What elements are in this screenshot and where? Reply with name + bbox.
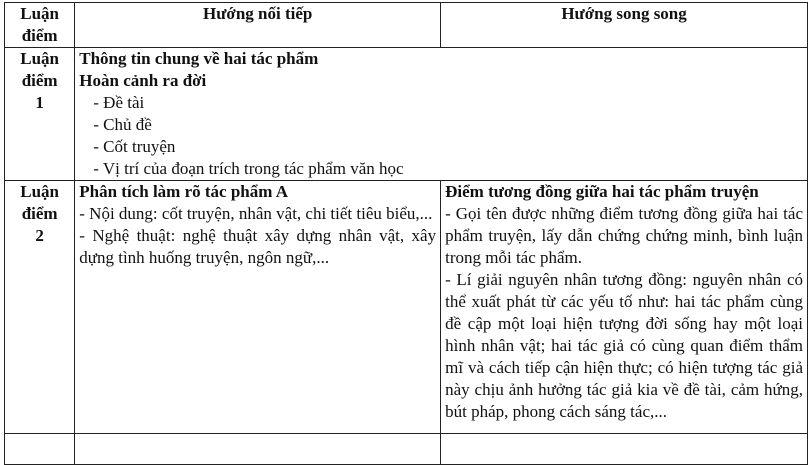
- header-luan-diem: Luận điểm: [5, 3, 75, 48]
- row1-label: Luận điểm: [20, 49, 59, 90]
- row3-right-content: [441, 434, 808, 465]
- outline-table: [4, 2, 808, 465]
- header-huong-song-song: Hướng song song: [441, 3, 808, 48]
- row2-right-item-similarity: - Gọi tên được những điểm tương đồng giữa hai tác phẩm truyện, lấy dẫn chứng chứng minh, bình luận trong mỗi tác phẩm.: [445, 204, 803, 267]
- header-row: [5, 3, 808, 48]
- header-huong-noi-tiep: Hướng nối tiếp: [75, 3, 441, 48]
- row2-left-title: Phân tích làm rõ tác phẩm A: [79, 182, 288, 201]
- row2-left-item-content: - Nội dung: cốt truyện, nhân vật, chi tiết tiêu biểu,...: [79, 204, 433, 223]
- row1-label-cell: [5, 48, 75, 181]
- row2-right-item-reason: - Lí giải nguyên nhân tương đồng: nguyên nhân có thể xuất phát từ các yếu tố như: hai tác phẩm cùng đề cập một loại hiện tượng đời sống hay một loại hình nhân vật; hai tác giả có cùng quan điểm thẩm mĩ và cách tiếp cận hiện thực; có hiện tượng tác giả này chịu ảnh hưởng tác giả kia về đề tài, cảm hứng, bút pháp, phong cách sáng tác,...: [445, 270, 803, 421]
- row1-number: 1: [35, 93, 44, 112]
- row1-content: [75, 48, 808, 181]
- row-luan-diem-1: [5, 48, 808, 181]
- row2-label: Luận điểm: [20, 182, 59, 223]
- row-next-partial: [5, 434, 808, 465]
- row2-label-cell: [5, 181, 75, 434]
- row1-title: Thông tin chung về hai tác phẩm: [79, 49, 319, 68]
- row2-right-title: Điểm tương đồng giữa hai tác phẩm truyện: [445, 182, 759, 201]
- row2-number: 2: [35, 226, 44, 245]
- row-luan-diem-2: [5, 181, 808, 434]
- row1-subtitle: Hoàn cảnh ra đời: [79, 71, 207, 90]
- row2-left-content: [75, 181, 441, 434]
- row3-left-content: [75, 434, 441, 465]
- row2-right-content: [441, 181, 808, 434]
- row3-label-cell: [5, 434, 75, 465]
- row1-item-position: - Vị trí của đoạn trích trong tác phẩm văn học: [93, 159, 404, 178]
- row2-left-item-art: - Nghệ thuật: nghệ thuật xây dựng nhân vật, xây dựng tình huống truyện, ngôn ngữ,...: [79, 226, 437, 267]
- row1-item-topic: - Đề tài: [93, 93, 145, 112]
- row1-item-plot: - Cốt truyện: [93, 137, 176, 156]
- row1-item-theme: - Chủ đề: [93, 115, 152, 134]
